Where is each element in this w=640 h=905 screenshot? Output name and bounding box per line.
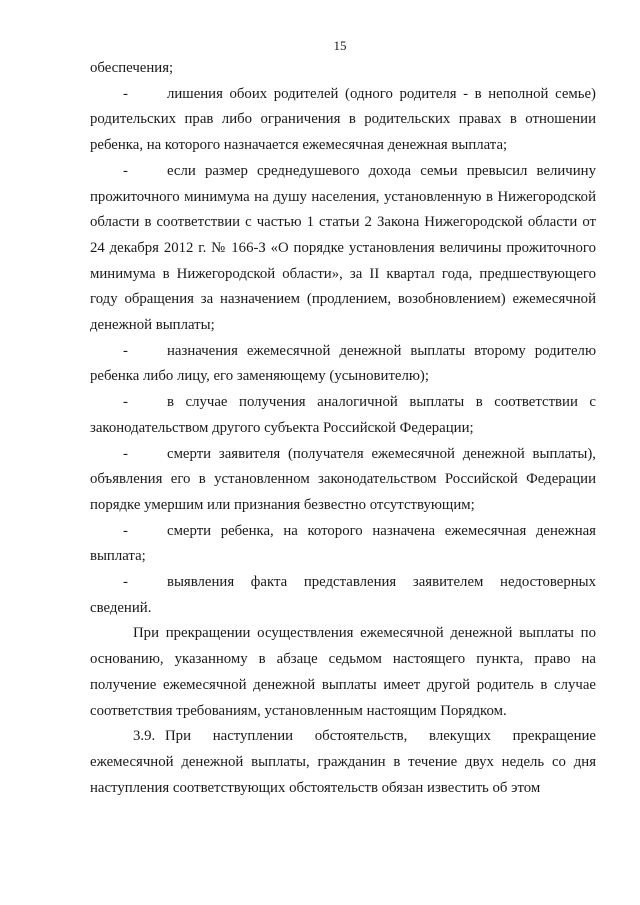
clause-text: При наступлении обстоятельств, влекущих прекращение ежемесячной денежной выплаты, гражданин в течение двух недель со дня наступления соответствующих обстоятельств обязан известить об этом	[90, 728, 596, 796]
list-item-text: лишения обоих родителей (одного родителя - в неполной семье) родительских прав либо ограничения в родительских правах в отношении ребенка, на которого назначается ежемесячная денежная выплата;	[90, 85, 596, 154]
list-dash: -	[123, 574, 128, 591]
list-item-text: если размер среднедушевого дохода семьи превысил величину прожиточного минимума на душу населения, установленную в Нижегородской области в соответствии с частью 1 статьи 2 Закона Нижегородской области от 24 декабря 2012 г. № 166-З «О порядке установления величины прожиточного минимума в Нижегородской области», за II квартал года, предшествующего году обращения за назначением (продлением, возобновлением) ежемесячной денежной выплаты;	[90, 162, 596, 334]
list-item-text: назначения ежемесячной денежной выплаты второму родителю ребенка либо лицу, его заменяющему (усыновителю);	[90, 342, 596, 385]
paragraph-continuation: обеспечения;	[90, 60, 174, 76]
list-item	[90, 339, 596, 390]
list-dash: -	[123, 445, 128, 462]
list-dash: -	[123, 85, 128, 102]
list-item	[90, 570, 596, 621]
list-dash: -	[123, 342, 128, 359]
clause-number: 3.9.	[133, 728, 156, 745]
list-item	[90, 159, 596, 339]
paragraph-3-9	[90, 724, 596, 801]
paragraph-termination: При прекращении осуществления ежемесячной денежной выплаты по основанию, указанному в абзаце седьмом настоящего пункта, право на получение ежемесячной денежной выплаты имеет другой родитель в случае соответствия требованиям, установленным настоящим Порядком.	[90, 625, 596, 719]
list-item	[90, 390, 596, 441]
list-item	[90, 442, 596, 519]
list-dash: -	[123, 394, 128, 411]
document-body	[90, 56, 596, 801]
list-item-text: в случае получения аналогичной выплаты в соответствии с законодательством другого субъекта Российской Федерации;	[90, 394, 596, 436]
list-item	[90, 82, 596, 159]
list-item-text: выявления факта представления заявителем недостоверных сведений.	[90, 574, 596, 616]
list-item	[90, 519, 596, 570]
list-item-text: смерти заявителя (получателя ежемесячной денежной выплаты), объявления его в установленном законодательством Российской Федерации порядке умершим или признания безвестно отсутствующим;	[90, 445, 596, 513]
list-dash: -	[123, 162, 128, 179]
list-item-text: смерти ребенка, на которого назначена ежемесячная денежная выплата;	[90, 522, 596, 565]
list-dash: -	[123, 522, 128, 539]
page-number: 15	[333, 38, 347, 53]
